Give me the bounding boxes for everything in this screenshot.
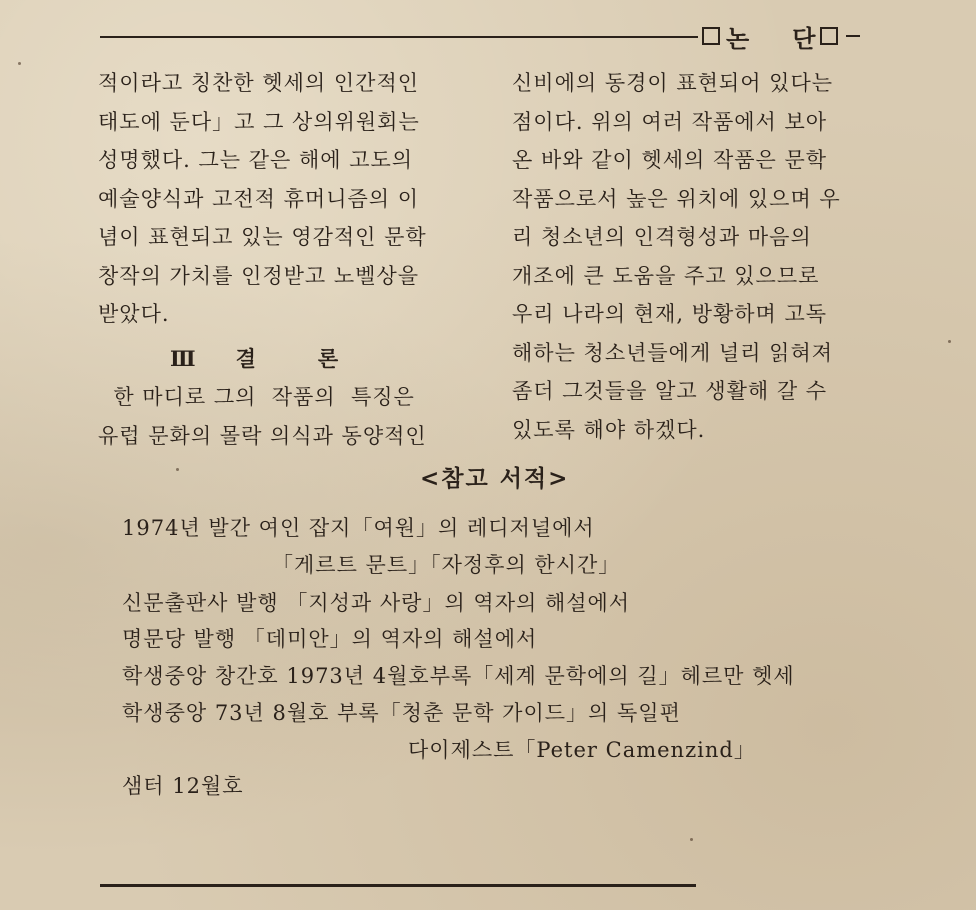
text-line: 예술양식과 고전적 휴머니즘의 이 bbox=[98, 186, 420, 211]
text-line: 있도록 해야 하겠다. bbox=[512, 417, 706, 442]
text-line: 념이 표현되고 있는 영감적인 문학 bbox=[98, 225, 427, 249]
text-line: 좀더 그것들을 알고 생활해 갈 수 bbox=[512, 379, 828, 403]
paper-speck bbox=[18, 62, 21, 65]
reference-line: 학생중앙 창간호 1973년 4월호부록「세계 문학에의 길」헤르만 헷세 bbox=[122, 664, 795, 688]
text-line: 우리 나라의 현재, 방황하며 고독 bbox=[512, 302, 828, 326]
text-line: 받았다. bbox=[98, 302, 170, 326]
left-column bbox=[98, 64, 478, 455]
section-label-part1: 논 bbox=[726, 23, 751, 53]
reference-line: 1974년 발간 여인 잡지「여원」의 레디저널에서 bbox=[122, 516, 595, 540]
text-line: 개조에 큰 도움을 주고 있으므로 bbox=[512, 263, 820, 288]
section-label bbox=[698, 20, 860, 52]
reference-line: 신문출판사 발행 「지성과 사랑」의 역자의 해설에서 bbox=[122, 591, 631, 615]
text-line: 성명했다. 그는 같은 해에 고도의 bbox=[98, 148, 414, 172]
reference-line: 다이제스트「Peter Camenzind」 bbox=[408, 738, 756, 762]
conclusion-heading bbox=[98, 340, 478, 379]
references-title: <참고 서적> bbox=[420, 465, 570, 492]
reference-line: 학생중앙 73년 8월호 부록「청춘 문학 가이드」의 독일편 bbox=[122, 701, 681, 725]
text-line: 태도에 둔다」고 그 상의위원회는 bbox=[98, 109, 420, 134]
header-dash bbox=[846, 35, 860, 37]
text-line: 한 마디로 그의 작품의 특징은 bbox=[98, 385, 415, 409]
heading-word1: 결 bbox=[235, 345, 258, 371]
reference-line: 「게르트 문트」「자정후의 한시간」 bbox=[272, 553, 621, 577]
text-line: 적이라고 칭찬한 헷세의 인간적인 bbox=[98, 71, 420, 95]
paper-speck bbox=[690, 838, 693, 841]
paper-speck bbox=[948, 340, 951, 343]
text-line: 작품으로서 높은 위치에 있으며 우 bbox=[512, 186, 841, 211]
heading-word2: 론 bbox=[317, 345, 341, 371]
text-line: 신비에의 동경이 표현되어 있다는 bbox=[512, 71, 834, 95]
reference-line: 명문당 발행 「데미안」의 역자의 해설에서 bbox=[122, 627, 538, 651]
paper-speck bbox=[176, 468, 179, 471]
footer-rule bbox=[100, 884, 696, 887]
section-label-part2: 단 bbox=[792, 23, 817, 53]
header-rule bbox=[100, 36, 698, 38]
reference-line: 샘터 12월호 bbox=[122, 774, 244, 798]
box-ornament-right-icon bbox=[820, 27, 838, 45]
text-line: 온 바와 같이 헷세의 작품은 문학 bbox=[512, 148, 828, 172]
right-column bbox=[512, 64, 892, 449]
heading-numeral: Ⅲ bbox=[170, 345, 198, 371]
text-line: 해하는 청소년들에게 널리 읽혀져 bbox=[512, 340, 834, 365]
text-line: 유럽 문화의 몰락 의식과 동양적인 bbox=[98, 423, 427, 448]
text-line: 리 청소년의 인격형성과 마음의 bbox=[512, 225, 812, 249]
text-line: 점이다. 위의 여러 작품에서 보아 bbox=[512, 109, 828, 134]
box-ornament-left-icon bbox=[702, 27, 720, 45]
text-line: 창작의 가치를 인정받고 노벨상을 bbox=[98, 263, 420, 288]
